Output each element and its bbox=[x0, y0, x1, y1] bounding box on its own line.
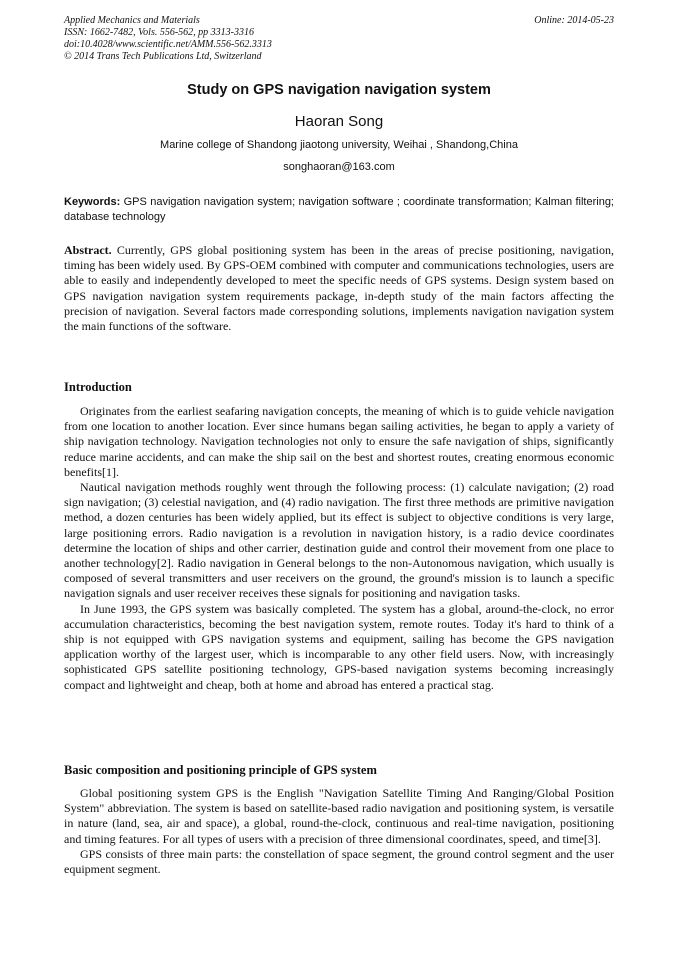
paragraph: Nautical navigation methods roughly went through the following process: (1) calculate navigation; (2) road sign navigation; (3) celestial navigation, and (4) radio navigation. The first three methods are primitive navigation method, a dozen centuries has been widely applied, but its effect is subject to objective conditions is very large, large positioning errors. Radio navigation is a revolution in navigation history, is a radio device coordinates determine the location of ships and other carrier, destination guide and control their movement from one place to another technology[2]. Radio navigation in General belongs to the non-Autonomous navigation, which usually is composed of several transmitters and user receivers on the ground, the ground's mission is to launch a specific navigation signals and user receiver receives these signals for positioning and navigation tasks. bbox=[64, 480, 614, 601]
keywords-label: Keywords: bbox=[64, 196, 121, 208]
section-heading-basic: Basic composition and positioning principle of GPS system bbox=[64, 763, 377, 777]
paragraph: Originates from the earliest seafaring navigation concepts, the meaning of which is to guide vehicle navigation from one location to another location. Ever since humans began sailing activities, he began to apply a variety of ship navigation technology. Navigation technologies not only to ensure the safe navigation of ships, significantly reduce marine accidents, and can make the ship sail on the best and shortest routes, creating enormous economic benefits[1]. bbox=[64, 404, 614, 479]
abstract-text: Currently, GPS global positioning system has been in the areas of precise positioning, navigation, timing has been widely used. By GPS-OEM combined with computer and communications technologies, users are able to easily and independently developed to meet the specific needs of GPS systems. Design system based on GPS navigation navigation system requirements package, in-depth study of the main factors affecting the precision of navigation. Several factors made corresponding solutions, implements navigation navigation system the main functions of the software. bbox=[64, 243, 614, 334]
basic-body bbox=[64, 786, 614, 877]
doi-line: doi:10.4028/www.scientific.net/AMM.556-562.3313 bbox=[64, 39, 272, 50]
paper-title: Study on GPS navigation navigation system bbox=[187, 82, 491, 98]
keywords bbox=[64, 195, 614, 225]
keywords-text: GPS navigation navigation system; navigation software ; coordinate transformation; Kalman filtering; database technology bbox=[64, 196, 614, 223]
online-date: Online: 2014-05-23 bbox=[534, 15, 614, 26]
copyright-line: © 2014 Trans Tech Publications Ltd, Switzerland bbox=[64, 51, 262, 62]
author-email: songhaoran@163.com bbox=[283, 161, 395, 173]
author-name: Haoran Song bbox=[294, 113, 384, 130]
journal-header bbox=[64, 15, 272, 63]
introduction-heading: Introduction bbox=[64, 380, 132, 394]
introduction-body bbox=[64, 404, 614, 693]
abstract-label: Abstract. bbox=[64, 243, 112, 257]
paragraph: GPS consists of three main parts: the constellation of space segment, the ground control segment and the user equipment segment. bbox=[64, 846, 614, 877]
author-affiliation: Marine college of Shandong jiaotong university, Weihai , Shandong,China bbox=[160, 139, 518, 151]
journal-name: Applied Mechanics and Materials bbox=[64, 15, 200, 26]
paragraph: Global positioning system GPS is the English "Navigation Satellite Timing And Ranging/Global Position System" abbreviation. The system is based on satellite-based radio navigation and positioning system, is versatile in nature (land, sea, air and space), a global, round-the-clock, continuous and real-time navigation, positioning and timing features. For all types of users with a precision of three dimensional coordinates, speed, and time[3]. bbox=[64, 786, 614, 846]
paragraph: In June 1993, the GPS system was basically completed. The system has a global, around-the-clock, no error accumulation characteristics, becoming the best navigation system, remote routes. Today it's hard to think of a ship is not equipped with GPS navigation systems and equipment, sailing has become the GPS navigation application worthy of the largest user, which is incomparable to any other field users. Now, with increasingly sophisticated GPS satellite positioning technology, GPS-based navigation systems becoming increasingly compact and lightweight and cheap, both at home and abroad has entered a practical stag. bbox=[64, 601, 614, 692]
abstract bbox=[64, 243, 614, 334]
issn-line: ISSN: 1662-7482, Vols. 556-562, pp 3313-3316 bbox=[64, 27, 254, 38]
